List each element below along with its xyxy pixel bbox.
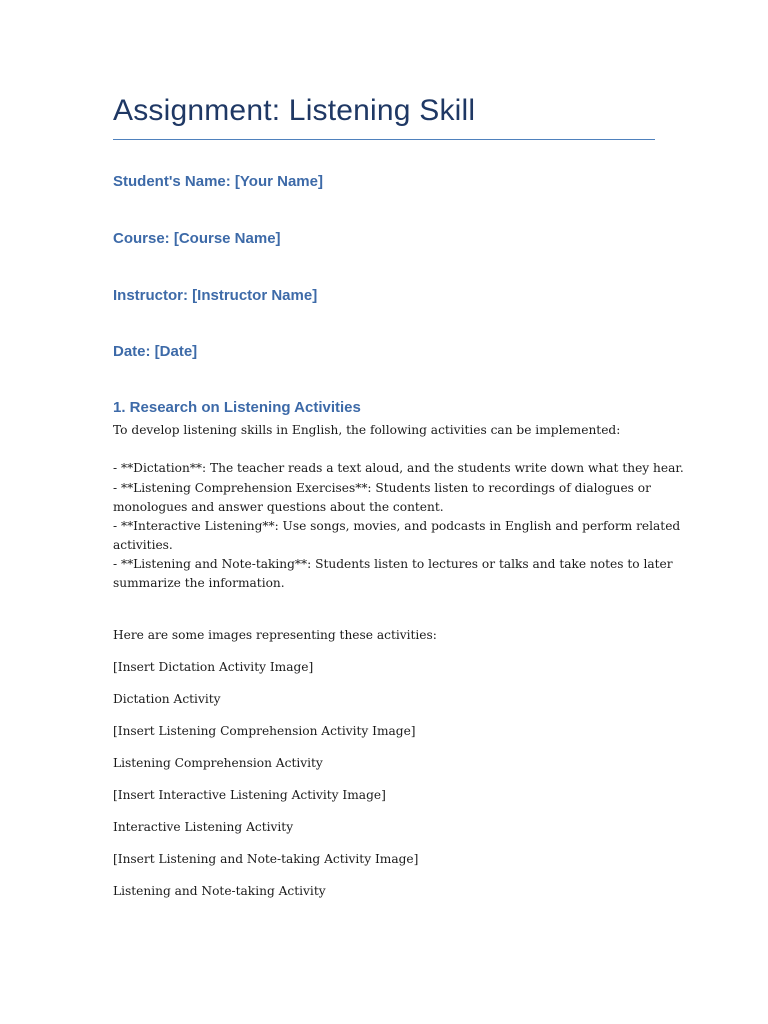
course-field: Course: [Course Name] <box>113 230 281 247</box>
bullet-item-comprehension-cont: monologues and answer questions about the content. <box>113 500 444 514</box>
bullet-item-interactive-cont: activities. <box>113 538 173 552</box>
image-caption-comprehension: Listening Comprehension Activity <box>113 756 323 770</box>
bullet-item-note-taking: - **Listening and Note-taking**: Students listen to lectures or talks and take notes to later <box>113 557 673 571</box>
date-field: Date: [Date] <box>113 343 198 360</box>
bullet-item-comprehension: - **Listening Comprehension Exercises**: Students listen to recordings of dialogues or <box>113 481 651 495</box>
instructor-field: Instructor: [Instructor Name] <box>113 287 318 304</box>
section-heading: 1. Research on Listening Activities <box>113 399 361 416</box>
image-caption-dictation: Dictation Activity <box>113 692 221 706</box>
document-title: Assignment: Listening Skill <box>113 94 476 127</box>
title-underline <box>113 139 655 140</box>
images-intro: Here are some images representing these activities: <box>113 628 437 642</box>
section-intro: To develop listening skills in English, the following activities can be implemented: <box>113 423 621 437</box>
image-caption-interactive: Interactive Listening Activity <box>113 820 294 834</box>
image-placeholder-note-taking: [Insert Listening and Note-taking Activity Image] <box>113 852 419 866</box>
image-placeholder-comprehension: [Insert Listening Comprehension Activity Image] <box>113 724 416 738</box>
bullet-item-dictation: - **Dictation**: The teacher reads a text aloud, and the students write down what they hear. <box>113 461 684 475</box>
bullet-item-interactive: - **Interactive Listening**: Use songs, movies, and podcasts in English and perform related <box>113 519 681 533</box>
student-name-field: Student's Name: [Your Name] <box>113 173 323 190</box>
image-caption-note-taking: Listening and Note-taking Activity <box>113 884 326 898</box>
image-placeholder-interactive: [Insert Interactive Listening Activity Image] <box>113 788 386 802</box>
bullet-item-note-taking-cont: summarize the information. <box>113 576 285 590</box>
image-placeholder-dictation: [Insert Dictation Activity Image] <box>113 660 314 674</box>
